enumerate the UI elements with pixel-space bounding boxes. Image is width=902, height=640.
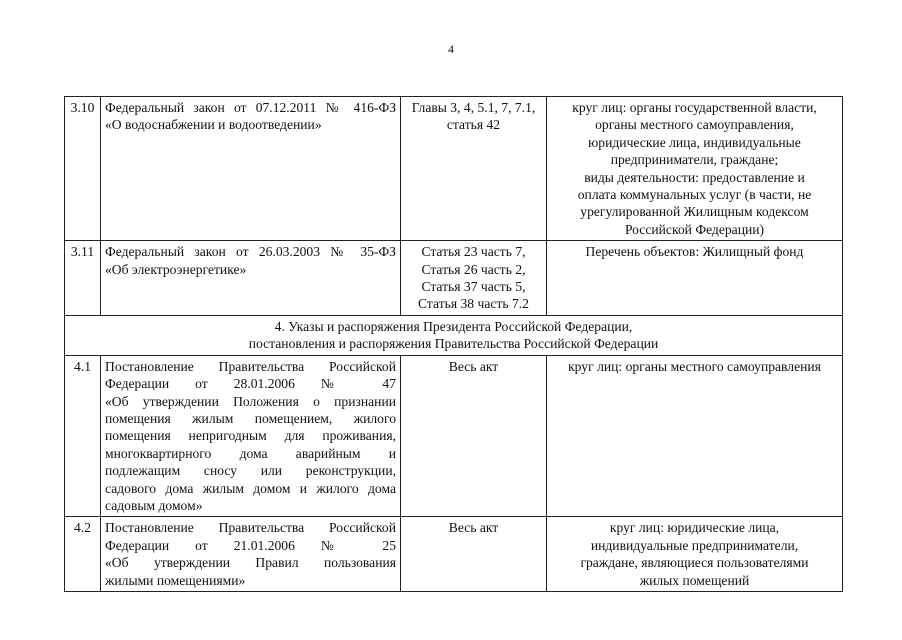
subject-line: жилых помещений bbox=[639, 572, 750, 588]
section-header-row bbox=[65, 315, 843, 355]
subject-line: круг лиц: органы местного самоуправления bbox=[568, 358, 821, 374]
legal-act-line: Федеральный закон от 07.12.2011 № 416-ФЗ bbox=[105, 100, 396, 115]
scope-line: Статья 23 часть 7, bbox=[421, 244, 526, 260]
legal-act-line: Федеральный закон от 26.03.2003 № 35-ФЗ bbox=[105, 244, 396, 260]
subject-line: индивидуальные предприниматели, bbox=[590, 537, 799, 553]
subject-line: круг лиц: юридические лица, bbox=[609, 520, 780, 536]
subject-line: Перечень объектов: Жилищный фонд bbox=[585, 244, 804, 260]
legal-act-line: садового дома жилым домом и жилого дома bbox=[105, 480, 396, 496]
legal-act-line: Федерации от 21.01.2006 № 25 bbox=[105, 537, 396, 553]
section-header bbox=[65, 315, 843, 355]
row-number: 3.11 bbox=[65, 241, 101, 316]
table-row bbox=[65, 97, 843, 241]
scope-cell bbox=[401, 97, 547, 241]
legal-act-cell bbox=[101, 517, 401, 592]
subject-cell bbox=[547, 241, 843, 316]
scope-line: Статья 38 часть 7.2 bbox=[418, 296, 529, 312]
scope-line: Главы 3, 4, 5.1, 7, 7.1, bbox=[411, 100, 536, 115]
table-row bbox=[65, 517, 843, 592]
scope-line: Статья 26 часть 2, bbox=[421, 261, 526, 277]
subject-line: виды деятельности: предоставление и bbox=[584, 169, 805, 185]
legal-act-line: подлежащим сносу или реконструкции, bbox=[105, 463, 396, 479]
regulation-table bbox=[64, 96, 843, 592]
subject-line: Российской Федерации) bbox=[624, 221, 765, 237]
legal-act-cell bbox=[101, 241, 401, 316]
subject-line: круг лиц: органы государственной власти, bbox=[572, 100, 817, 115]
legal-act-line: Постановление Правительства Российской bbox=[105, 358, 396, 374]
scope-line: Весь акт bbox=[448, 358, 499, 374]
subject-line: органы местного самоуправления, bbox=[595, 117, 794, 133]
legal-act-line: помещения жилым помещением, жилого bbox=[105, 410, 396, 426]
scope-line: статья 42 bbox=[446, 117, 501, 133]
subject-line: урегулированной Жилищным кодексом bbox=[580, 204, 809, 220]
subject-line: юридические лица, индивидуальные bbox=[588, 134, 801, 150]
legal-act-line: помещения непригодным для проживания, bbox=[105, 428, 396, 444]
subject-line: граждане, являющиеся пользователями bbox=[580, 555, 809, 571]
row-number: 4.1 bbox=[65, 355, 101, 517]
row-number: 3.10 bbox=[65, 97, 101, 241]
scope-cell bbox=[401, 355, 547, 517]
subject-cell bbox=[547, 355, 843, 517]
legal-act-line: Постановление Правительства Российской bbox=[105, 520, 396, 536]
legal-act-line: многоквартирного дома аварийным и bbox=[105, 445, 396, 461]
legal-act-line: жилыми помещениями» bbox=[105, 572, 246, 588]
table-row bbox=[65, 355, 843, 517]
subject-cell bbox=[547, 517, 843, 592]
subject-cell bbox=[547, 97, 843, 241]
legal-act-line: Федерации от 28.01.2006 № 47 bbox=[105, 376, 396, 392]
legal-act-line: «О водоснабжении и водоотведении» bbox=[105, 117, 322, 133]
subject-line: оплата коммунальных услуг (в части, не bbox=[577, 187, 812, 203]
scope-cell bbox=[401, 241, 547, 316]
legal-act-cell bbox=[101, 355, 401, 517]
section-header-line: постановления и распоряжения Правительства Российской Федерации bbox=[248, 336, 659, 352]
legal-act-line: «Об утверждении Правил пользования bbox=[105, 555, 396, 571]
scope-line: Статья 37 часть 5, bbox=[421, 279, 526, 295]
scope-cell bbox=[401, 517, 547, 592]
legal-act-cell bbox=[101, 97, 401, 241]
subject-line: предприниматели, граждане; bbox=[610, 152, 779, 168]
legal-act-line: садовым домом» bbox=[105, 497, 203, 513]
table-row bbox=[65, 241, 843, 316]
scope-line: Весь акт bbox=[448, 520, 499, 536]
legal-act-line: «Об электроэнергетике» bbox=[105, 261, 247, 277]
row-number: 4.2 bbox=[65, 517, 101, 592]
legal-act-line: «Об утверждении Положения о признании bbox=[105, 393, 396, 409]
section-header-line: 4. Указы и распоряжения Президента Российской Федерации, bbox=[274, 318, 633, 334]
page-number: 4 bbox=[448, 42, 454, 56]
